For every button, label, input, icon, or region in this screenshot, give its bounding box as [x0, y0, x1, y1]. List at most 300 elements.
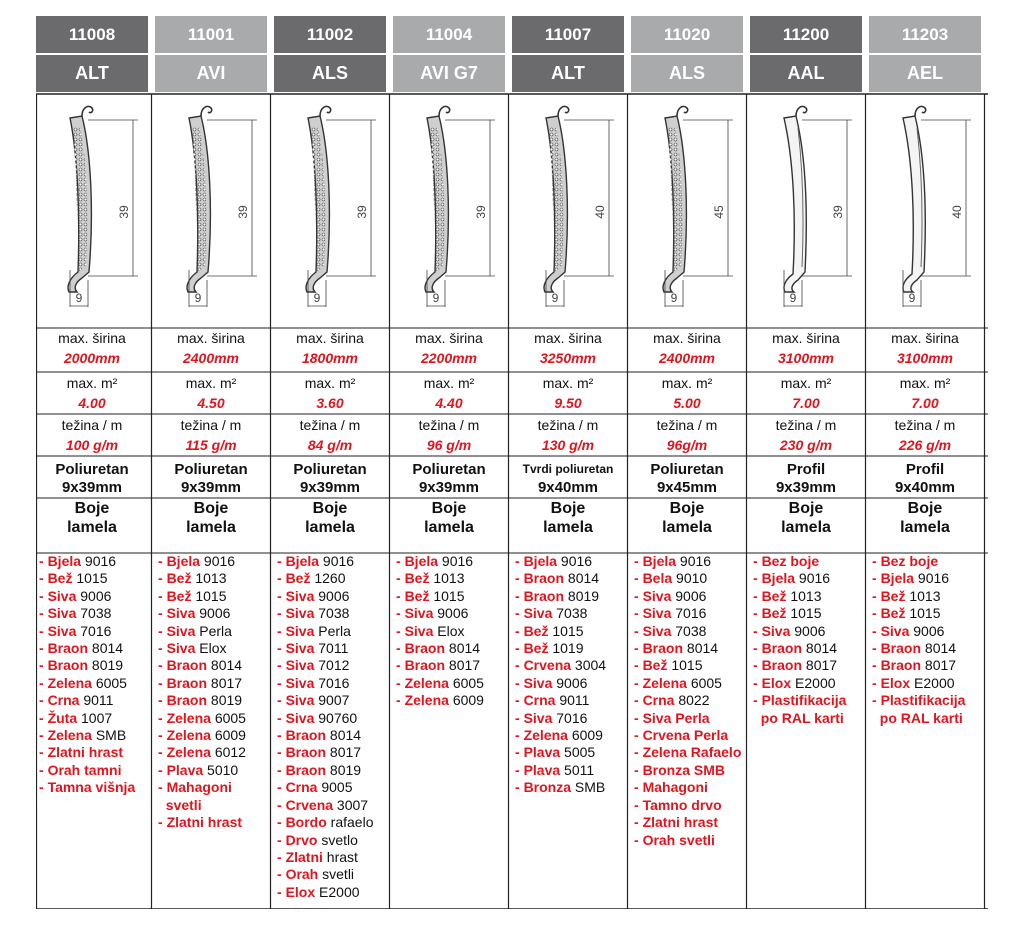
- color-name: Žuta: [47, 709, 78, 726]
- color-bullet: -: [396, 692, 405, 709]
- color-bullet: -: [634, 744, 643, 761]
- max-width-value: 2000mm: [63, 350, 121, 366]
- color-bullet: -: [277, 657, 286, 674]
- max-area-label: max. m²: [66, 375, 118, 391]
- weight-label: težina / m: [180, 417, 242, 433]
- color-indent: [158, 797, 166, 813]
- color-bullet: -: [277, 883, 286, 900]
- color-code: 6005: [214, 709, 246, 726]
- dimension-width-label: 9: [75, 291, 83, 305]
- color-name: Siva: [285, 587, 315, 604]
- color-name: Siva: [285, 657, 315, 674]
- color-code: 3007: [336, 796, 369, 813]
- max-width-label: max. širina: [415, 330, 483, 346]
- color-bullet: -: [39, 587, 48, 604]
- color-item: [39, 605, 149, 622]
- color-name: Bronza: [523, 779, 572, 796]
- color-name: Zelena Rafaelo: [642, 744, 742, 761]
- dimension-height-label: 39: [117, 205, 131, 219]
- color-code: 6009: [214, 727, 246, 744]
- color-name: Elox: [761, 674, 792, 691]
- color-bullet: -: [515, 640, 524, 657]
- colors-heading-sub: lamela: [543, 519, 593, 536]
- color-name: Braon: [404, 657, 446, 674]
- color-bullet: -: [753, 622, 762, 639]
- color-bullet: -: [753, 587, 762, 604]
- colors-heading: Boje: [907, 500, 943, 517]
- color-list: [277, 553, 387, 901]
- material-name: Poliuretan: [293, 461, 367, 478]
- color-bullet: -: [277, 605, 286, 622]
- color-name: Braon: [880, 657, 922, 674]
- weight-value: 100 g/m: [65, 437, 119, 453]
- colors-heading: Boje: [312, 500, 348, 517]
- color-item: [158, 605, 268, 622]
- color-name: Bež: [642, 657, 668, 674]
- color-name: Elox: [285, 883, 316, 900]
- color-bullet: -: [396, 622, 405, 639]
- color-code: 8017: [329, 744, 362, 761]
- color-name: Braon: [47, 657, 89, 674]
- color-name: Braon: [523, 570, 565, 587]
- color-name: Siva Perla: [642, 709, 710, 726]
- dimension-height-label: 39: [831, 205, 845, 219]
- color-name: Braon: [47, 640, 89, 657]
- color-item: [872, 605, 982, 622]
- material-size: 9x40mm: [894, 479, 956, 496]
- color-item: [277, 588, 387, 605]
- color-item: [277, 570, 387, 587]
- color-name: Siva: [404, 622, 434, 639]
- color-item: [39, 710, 149, 727]
- colors-heading: Boje: [193, 500, 229, 517]
- dimension-height-label: 40: [593, 205, 607, 219]
- profile-code: 11002: [274, 16, 386, 53]
- color-item: [872, 623, 982, 640]
- color-bullet: -: [277, 779, 286, 796]
- color-bullet: -: [277, 587, 286, 604]
- color-code: 7016: [318, 674, 350, 691]
- color-item: [39, 779, 149, 796]
- color-code: 7038: [318, 605, 350, 622]
- max-width-label: max. širina: [653, 330, 721, 346]
- color-bullet: -: [158, 692, 167, 709]
- profile-diagram: [750, 94, 862, 326]
- color-item: [277, 797, 387, 814]
- profile-code: 11200: [750, 16, 862, 53]
- color-name: Bež: [404, 587, 430, 604]
- color-name: Siva: [642, 605, 672, 622]
- color-item: [634, 832, 744, 849]
- colors-heading: Boje: [550, 500, 586, 517]
- profile-column: [393, 16, 505, 709]
- color-list: [158, 553, 268, 832]
- profile-code: 11004: [393, 16, 505, 53]
- color-code: 5005: [564, 744, 596, 761]
- profile-column: [36, 16, 148, 796]
- dimension-height-label: 45: [712, 205, 726, 219]
- color-item: [515, 623, 625, 640]
- color-item: [158, 623, 268, 640]
- color-name: Zlatni: [285, 848, 323, 865]
- color-code: 6005: [95, 674, 127, 691]
- color-name: Zelena: [166, 727, 211, 744]
- color-item: [277, 675, 387, 692]
- weight-value: 96 g/m: [426, 437, 472, 453]
- max-area-label: max. m²: [423, 375, 475, 391]
- color-item: [634, 657, 744, 674]
- color-name: Braon: [880, 640, 922, 657]
- color-name: Braon: [285, 761, 327, 778]
- color-item: [277, 623, 387, 640]
- color-code: 9016: [917, 570, 950, 587]
- color-item: [872, 692, 982, 709]
- color-name: Siva: [523, 674, 553, 691]
- color-name: Bjela: [404, 553, 439, 569]
- color-item: [39, 744, 149, 761]
- material-size: 9x39mm: [61, 479, 123, 496]
- color-name: Braon: [761, 640, 803, 657]
- max-area-label: max. m²: [185, 375, 237, 391]
- color-code: 1013: [909, 587, 941, 604]
- color-name: Plastifikacija: [880, 692, 966, 709]
- color-name: Braon: [166, 692, 208, 709]
- weight-label: težina / m: [418, 417, 480, 433]
- color-bullet: -: [39, 761, 48, 778]
- color-code: Elox: [437, 622, 465, 639]
- color-code: 1015: [909, 605, 941, 622]
- color-code: 9006: [199, 605, 231, 622]
- color-code: 8022: [678, 692, 710, 709]
- color-item: [515, 640, 625, 657]
- dimension-width-label: 9: [432, 291, 440, 305]
- color-name: Plava: [166, 761, 204, 778]
- color-indent: [872, 710, 880, 726]
- profile-code: 11001: [155, 16, 267, 53]
- color-item: [158, 779, 268, 796]
- color-item: [277, 692, 387, 709]
- color-item: [872, 640, 982, 657]
- color-code: 9011: [83, 692, 114, 709]
- color-name: Drvo: [285, 831, 318, 848]
- color-code: 9016: [798, 570, 831, 587]
- color-item: [158, 727, 268, 744]
- color-code: svetlo: [321, 831, 358, 848]
- color-bullet: -: [158, 674, 167, 691]
- color-bullet: -: [515, 605, 524, 622]
- material-name: Profil: [786, 461, 826, 478]
- color-bullet: -: [515, 553, 524, 569]
- profile-type: AVI: [155, 55, 267, 92]
- color-bullet: -: [515, 674, 524, 691]
- color-item: [515, 762, 625, 779]
- color-item: [277, 640, 387, 657]
- color-name: Mahagoni: [642, 779, 708, 796]
- color-item: [277, 849, 387, 866]
- colors-heading-sub: lamela: [67, 519, 117, 536]
- color-name: po RAL karti: [879, 709, 963, 726]
- color-code: 7012: [318, 657, 350, 674]
- color-name: Siva: [47, 622, 77, 639]
- color-item: [277, 553, 387, 570]
- color-code: 9016: [679, 553, 712, 569]
- color-code: 7011: [318, 640, 349, 657]
- color-name: Braon: [642, 640, 684, 657]
- color-item: [515, 605, 625, 622]
- weight-label: težina / m: [299, 417, 361, 433]
- color-bullet: -: [396, 553, 405, 569]
- max-width-value: 3100mm: [777, 350, 835, 366]
- color-name: Siva: [880, 622, 910, 639]
- color-bullet: -: [515, 779, 524, 796]
- color-bullet: -: [277, 692, 286, 709]
- weight-value: 115 g/m: [185, 437, 237, 453]
- color-name: Braon: [166, 674, 208, 691]
- color-item: [753, 605, 863, 622]
- color-bullet: -: [515, 657, 524, 674]
- profile-column: [155, 16, 267, 831]
- color-item: [515, 675, 625, 692]
- color-bullet: -: [634, 779, 643, 796]
- color-item: [872, 710, 982, 727]
- color-list: [396, 553, 506, 710]
- color-code: 7016: [556, 709, 588, 726]
- color-item: [634, 640, 744, 657]
- color-code: 7038: [675, 622, 707, 639]
- profile-column: [631, 16, 743, 848]
- color-bullet: -: [277, 744, 286, 761]
- color-bullet: -: [39, 570, 48, 587]
- color-code: 90760: [318, 709, 358, 726]
- dimension-width-label: 9: [908, 291, 916, 305]
- color-name: Braon: [285, 744, 327, 761]
- color-name: Crna: [523, 692, 556, 709]
- color-name: Braon: [404, 640, 446, 657]
- weight-label: težina / m: [894, 417, 956, 433]
- color-name: Zelena: [47, 727, 92, 744]
- color-name: Siva: [642, 622, 672, 639]
- profile-code: 11203: [869, 16, 981, 53]
- color-bullet: -: [396, 657, 405, 674]
- color-item: [158, 570, 268, 587]
- max-area-label: max. m²: [661, 375, 713, 391]
- color-item: [634, 553, 744, 570]
- material-size: 9x39mm: [418, 479, 480, 496]
- color-name: Zlatni hrast: [642, 814, 719, 831]
- color-code: 5011: [564, 761, 595, 778]
- color-name: Tamna višnja: [47, 779, 136, 796]
- profile-code: 11007: [512, 16, 624, 53]
- color-bullet: -: [634, 727, 643, 744]
- profile-type: ALT: [512, 55, 624, 92]
- color-bullet: -: [158, 779, 167, 796]
- color-bullet: -: [634, 622, 643, 639]
- color-bullet: -: [277, 848, 286, 865]
- color-name: Bjela: [880, 570, 915, 587]
- color-item: [396, 692, 506, 709]
- color-name: Zelena: [642, 674, 687, 691]
- color-name: Plava: [523, 744, 561, 761]
- color-code: 5010: [207, 761, 239, 778]
- color-name: Bela: [642, 570, 673, 587]
- color-bullet: -: [158, 814, 167, 831]
- color-bullet: -: [634, 796, 643, 813]
- color-name: Zelena: [404, 674, 449, 691]
- color-item: [277, 727, 387, 744]
- color-item: [515, 553, 625, 570]
- color-item: [634, 762, 744, 779]
- color-item: [515, 657, 625, 674]
- material-name: Tvrdi poliuretan: [522, 462, 614, 476]
- max-area-value: 7.00: [792, 395, 820, 411]
- color-code: 9016: [322, 553, 355, 569]
- color-name: Crvena Perla: [642, 727, 729, 744]
- color-item: [515, 570, 625, 587]
- color-name: Bjela: [523, 553, 558, 569]
- color-name: Siva: [47, 605, 77, 622]
- color-name: Zelena: [523, 727, 568, 744]
- color-bullet: -: [158, 622, 167, 639]
- max-width-label: max. širina: [772, 330, 840, 346]
- dimension-height-label: 39: [355, 205, 369, 219]
- color-name: Bež: [523, 640, 549, 657]
- color-bullet: -: [753, 640, 762, 657]
- color-item: [277, 605, 387, 622]
- color-name: Crna: [47, 692, 80, 709]
- color-bullet: -: [872, 674, 881, 691]
- color-item: [872, 675, 982, 692]
- color-bullet: -: [872, 553, 881, 569]
- color-bullet: -: [396, 674, 405, 691]
- color-name: Zlatni hrast: [166, 814, 243, 831]
- color-item: [753, 657, 863, 674]
- color-name: Braon: [166, 657, 208, 674]
- color-item: [39, 623, 149, 640]
- color-item: [753, 570, 863, 587]
- color-item: [277, 710, 387, 727]
- color-name: Bez boje: [761, 553, 820, 569]
- color-bullet: -: [39, 692, 48, 709]
- color-item: [277, 657, 387, 674]
- color-code: 9006: [318, 587, 350, 604]
- colors-heading-sub: lamela: [305, 519, 355, 536]
- material-name: Poliuretan: [650, 461, 724, 478]
- color-item: [39, 657, 149, 674]
- color-name: Bjela: [761, 570, 796, 587]
- weight-label: težina / m: [537, 417, 599, 433]
- color-name: Siva: [285, 640, 315, 657]
- profile-type: AAL: [750, 55, 862, 92]
- color-code: 8014: [567, 570, 600, 587]
- color-name: svetli: [165, 796, 202, 813]
- color-bullet: -: [277, 866, 286, 883]
- color-code: 9016: [203, 553, 236, 569]
- color-bullet: -: [39, 553, 48, 569]
- color-code: 8014: [805, 640, 838, 657]
- color-code: svetli: [322, 866, 355, 883]
- color-bullet: -: [158, 709, 167, 726]
- color-bullet: -: [277, 814, 286, 831]
- color-code: 6009: [571, 727, 603, 744]
- max-area-value: 9.50: [554, 395, 582, 411]
- color-code: rafaelo: [330, 814, 374, 831]
- color-bullet: -: [39, 640, 48, 657]
- max-width-label: max. širina: [296, 330, 364, 346]
- weight-value: 96g/m: [666, 437, 708, 453]
- color-item: [872, 588, 982, 605]
- color-name: Bronza SMB: [642, 761, 726, 778]
- weight-value: 230 g/m: [779, 437, 833, 453]
- color-bullet: -: [277, 570, 286, 587]
- color-code: 6005: [452, 674, 484, 691]
- color-item: [277, 884, 387, 901]
- max-area-value: 3.60: [316, 395, 344, 411]
- color-name: Bež: [47, 570, 73, 587]
- color-bullet: -: [396, 605, 405, 622]
- color-item: [39, 640, 149, 657]
- weight-label: težina / m: [775, 417, 837, 433]
- colors-heading: Boje: [74, 500, 110, 517]
- color-code: 1015: [790, 605, 822, 622]
- color-bullet: -: [277, 796, 286, 813]
- color-name: Bež: [880, 605, 906, 622]
- color-code: 1013: [790, 587, 822, 604]
- color-name: Bež: [404, 570, 430, 587]
- color-bullet: -: [277, 622, 286, 639]
- color-bullet: -: [634, 570, 643, 587]
- color-bullet: -: [634, 831, 643, 848]
- max-area-label: max. m²: [780, 375, 832, 391]
- color-code: E2000: [795, 674, 836, 691]
- color-name: Plava: [523, 761, 561, 778]
- color-name: Crvena: [523, 657, 572, 674]
- color-bullet: -: [277, 727, 286, 744]
- color-item: [39, 570, 149, 587]
- color-code: Perla: [199, 622, 232, 639]
- color-name: Bjela: [166, 553, 201, 569]
- weight-label: težina / m: [61, 417, 123, 433]
- material-name: Profil: [905, 461, 945, 478]
- color-name: Zlatni hrast: [47, 744, 124, 761]
- color-bullet: -: [39, 744, 48, 761]
- color-code: 7038: [80, 605, 112, 622]
- color-item: [753, 675, 863, 692]
- color-item: [39, 762, 149, 779]
- color-name: Siva: [642, 587, 672, 604]
- color-code: 8017: [924, 657, 957, 674]
- color-code: 8017: [210, 674, 243, 691]
- profile-diagram: [393, 94, 505, 326]
- material-name: Poliuretan: [174, 461, 248, 478]
- color-item: [158, 692, 268, 709]
- color-code: 7038: [556, 605, 588, 622]
- dimension-height-label: 39: [474, 205, 488, 219]
- color-item: [872, 657, 982, 674]
- dimension-height-label: 40: [950, 205, 964, 219]
- color-item: [515, 727, 625, 744]
- color-item: [158, 797, 268, 814]
- color-item: [39, 588, 149, 605]
- color-bullet: -: [872, 587, 881, 604]
- color-item: [277, 832, 387, 849]
- profile-code: 11020: [631, 16, 743, 53]
- color-bullet: -: [39, 657, 48, 674]
- dimension-width-label: 9: [313, 291, 321, 305]
- color-item: [158, 588, 268, 605]
- color-item: [634, 675, 744, 692]
- color-item: [396, 675, 506, 692]
- colors-heading: Boje: [669, 500, 705, 517]
